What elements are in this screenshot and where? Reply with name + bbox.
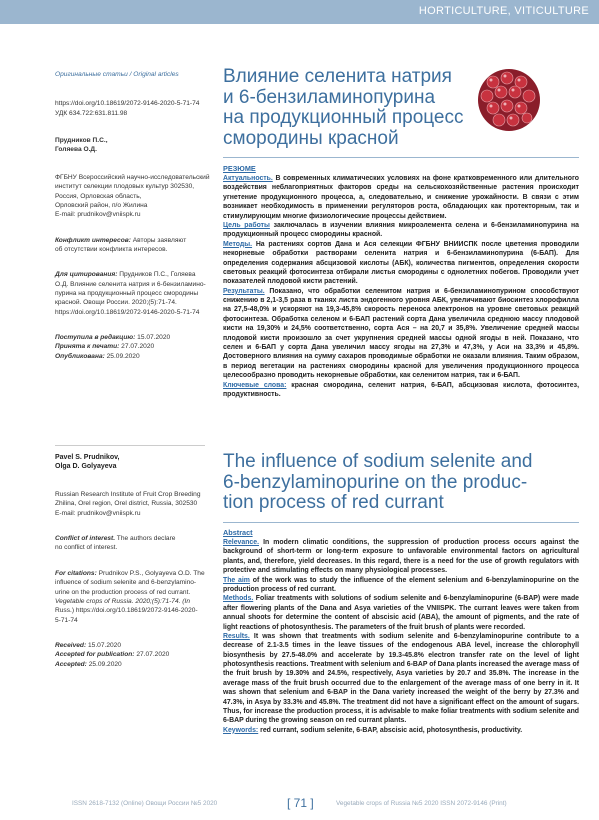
aim-text: of the work was to study the influence of the element selenium and 6-benzylaminopurine on the production process of red currant. [223,576,579,593]
methods-label: Методы. [223,240,253,248]
results-text: Показано, что обработки селенитом натрия и 6-бензиламинопурином способствуют снижению в 2,1-3,5 раза в тканях листа эндогенного уровня АБК, увеличивают биосинтез хлорофилла на 27,5-48,0% и ускоряют на 19,3-45,8% скорость переноса электронов на уровне световых реакций фотосинтеза. Обработка селеном и 6-БАП растений сорта Дана увеличила среднюю массу плодовой кисти на 19,30% и 24,5% соответственно, сорта Ася – на 20,7 и 35,8%. Увеличение средней массы плодовой кисти произошло за счет укрупнения средней массы одной ягоды в ней. Показано, что селен и 6-БАП у сорта Дана увеличил массу ягоды на 27,3% и 47,3%, у Аси на 33,3% и 45,8%. Достоверного влияния на сумму сахаров проводимые обработки не оказали влияния. Таким образом, в период вегетации на растениях смородины красной для увеличения продукционного процесса целесообразно проводить некорневые обработки, как селенитом натрия, так и 6-БАП. [223,287,579,380]
section-tag: HORTICULTURE, VITICULTURE [418,5,589,17]
citation-line: Prudnikov P.S., Golyayeva O.D. The [96,569,205,577]
received-date: 15.07.2020 [86,641,121,649]
published-label: Опубликована: [55,352,105,360]
title-divider [223,157,579,158]
affiliation-line: институт селекции плодовых культур 302530, [55,183,195,191]
aim-label: Цель работы [223,221,270,229]
title-line: Влияние селенита натрия [223,66,452,87]
author-name: Pavel S. Prudnikov, [55,454,120,461]
abstract-methods [223,240,579,287]
page-number: [ 71 ] [287,796,314,810]
citation-line: 5-71-74 [55,616,78,624]
citation-label: For citations: [55,569,97,577]
citation-doi-link[interactable]: https://doi.org/10.18619/2072-9146-2020-5-71-74 [55,308,200,316]
methods-text: Foliar treatments with solutions of sodium selenite and 6-benzylaminopurine (6-BAP) were made after flowering plants of the Dana and Asya varieties of the VNIISPK. The currant leaves were taken from annual shoots for determine the content of abscisic acid (ABA), the amount of pigments, and the rate of light reactions of photosynthesis. The parameters of the fruit brush of plants were recorded. [223,595,579,631]
abstract-heading: Abstract [223,528,253,537]
abstract-results [223,632,579,726]
abstract-methods [223,594,579,632]
aim-label: The aim [223,576,250,584]
accepted-date: 27.07.2020 [134,651,170,659]
title-divider [223,522,579,523]
relevance-label: Relevance. [223,539,260,546]
abstract-en [223,528,579,735]
title-line: и 6-бензиламинопурина [223,86,436,108]
citation-line: Прудников П.С., Голяева [117,271,196,279]
received-label: Поступила в редакцию: [55,334,136,342]
citation-line: красной. Овощи России. 2020;(5):71-74. [55,299,177,307]
title-line: The influence of sodium selenite and [223,451,533,472]
conflict-label: Конфликт интересов: [55,236,131,244]
aim-text: заключалась в изучении влияния микроэлемента селена и 6-бензиламинопурина на продукционный процесс смородины красной. [223,221,579,239]
title-line: tion process of red currant [223,492,444,514]
author-name: Olga D. Golyayeva [55,463,117,471]
email-link[interactable]: E-mail: prudnikov@vniispk.ru [55,509,141,517]
methods-label: Methods. [223,595,254,603]
abstract-relevance [223,538,579,576]
udc: УДК 634.722:631.811.98 [55,109,128,117]
received-label: Received: [55,641,87,649]
citation-line: influence of sodium selenite and 6-benzylamino- [55,579,197,587]
citation-line: Vegetable crops of Russia. 2020;(5):71-74. (In [55,597,191,605]
authors-en [55,453,210,472]
citation-line: О.Д. Влияние селенита натрия и 6-бензиламино- [55,280,206,288]
abstract-relevance [223,174,579,221]
keywords-label: Keywords: [223,726,259,734]
conflict-text: об отсутствии конфликта интересов. [55,245,168,253]
abstract-ru [223,164,579,399]
authors: Прудников П.С., [55,137,108,145]
affiliation-line: Орловский район, п/о Жилина [55,201,148,209]
citation-line: пурина на продукционный процесс смородины [55,290,199,298]
sidebar-en [55,490,210,669]
doi-link[interactable]: https://doi.org/10.18619/2072-9146-2020-5-71-74 [55,100,200,108]
keywords-label: Ключевые слова: [223,381,287,389]
published-date: 25.09.2020 [104,352,140,360]
abstract-aim [223,576,579,595]
results-text: It was shown that treatments with sodium selenite and 6-benzylaminopurine contribute to a decrease of 2.1-3.5 times in the leave tissues of the endogenous ABA level, increase the chlorophyll biosynthesis by 27.5-48.0% and accelerate by 19.3-45.8% electron transfer rate on the level of light photosynthesis reactions. Treatment with selenium and 6-BAP of Dana plants increased the average mass of the fruit brush by 19.30% and 24.5%, respectively, Asya varieties by 20.7 and 35.8%. The increase in the average mass of the fruit brush occurred due to the enlargement of the average mass of one berry in it. It was shown that selenium and 6-BAP in the Dana variety increased the weight of the berry by 27.3% and 47.3%, in Asya by 33.3% and 45.8%. The treatment did not have a significant effect on the amount of sugars. Thus, for increase the production process, it is advisable to make foliar treatments with sodium selenite and 6-BAP during the growing season on red currant plants. [223,632,579,725]
title-en [223,452,563,514]
affiliation-line: Zhilina, Orel region, Orel district, Russia, 302530 [55,500,198,508]
keywords-text: красная смородина, селенит натрия, 6-БАП, абсцизовая кислота, фотосинтез, продуктивность. [223,381,579,398]
keywords-text: red currant, sodium selenite, 6-BAP, abscisic acid, photosynthesis, productivity. [258,726,523,734]
received-date: 15.07.2020 [135,334,171,342]
results-label: Results. [223,632,250,640]
accepted-label: Принята к печати: [55,343,120,351]
footer-issn-print: Vegetable crops of Russia №5 2020 ISSN 2072-9146 (Print) [336,800,507,807]
footer-issn-online: ISSN 2618-7132 (Online) Овощи России №5 2020 [72,800,218,807]
abstract-keywords [223,381,579,400]
title-line: на продукционный процесс [223,107,464,129]
article-type: Оригинальные статьи / Original articles [55,71,179,78]
affiliation-line: Россия, Орловская область, [55,192,142,200]
accepted-date: 27.07.2020 [119,343,155,351]
citation-doi-link[interactable]: Russ.) https://doi.org/10.18619/2072-9146-2020- [55,607,198,615]
email-link[interactable]: E-mail: prudnikov@vniispk.ru [55,211,141,219]
title-line: 6-benzylaminopurine on the produc- [223,471,528,493]
abstract-heading: РЕЗЮМЕ [223,164,256,173]
sidebar-ru [55,70,210,361]
relevance-text: В современных климатических условиях на фоне кратковременного или длительного воздействия неблагоприятных факторов среды на сельскохозяйственные растения происходит угнетение продукционного процесса, а, следовательно, и снижение урожайности. В связи с этим возникает необходимость в применении регуляторов роста, обладающих как протекторным, так и стимулирующим многие физиологические процессы действием. [223,175,579,220]
conflict-text: The authors declare [115,535,176,543]
title-ru [223,67,483,149]
published-date: 25.09.2020 [86,660,122,668]
abstract-aim [223,221,579,240]
abstract-results [223,287,579,381]
conflict-text: no conflict of interest. [55,544,118,552]
accepted-label: Accepted for publication: [55,651,135,659]
published-label: Accepted: [55,660,87,668]
footer [0,796,599,814]
affiliation-line: Russian Research Institute of Fruit Crop Breeding [55,491,201,498]
title-line: смородины красной [223,127,399,149]
relevance-text: In modern climatic conditions, the suppression of production process occurs against the background of short-term or long-term exposure to unfavorable environmental factors on agricultural plants, and, therefore, yield decreases. In this regard, there is a need for the use of growth regulators with protective and stimulating effects on many physiological processes. [223,539,579,575]
conflict-label: Conflict of interest. [55,535,116,543]
red-currant-image [477,68,541,132]
conflict-text: Авторы заявляют [130,236,187,244]
citation-line: urine on the production process of red currant. [55,588,191,596]
relevance-label: Актуальность. [223,175,273,182]
methods-text: На растениях сортов Дана и Ася селекции ФГБНУ ВНИИСПК после цветения проводили некорневые обработки растворами селенита натрия и 6-бензиламинопурина (6-БАП). Для определения содержания абсцизовой кислоты (АБК), количества пигментов, определения скорости световых реакций фотосинтеза отбирали листья смородины с однолетних побегов. Проводили учет показателей плодовой кисти растений. [223,240,579,286]
citation-label: Для цитирования: [55,271,118,279]
affiliation-line: ФГБНУ Всероссийский научно-исследовательский [55,173,210,181]
authors: Голяева О.Д. [55,146,97,154]
sidebar-divider [55,445,205,446]
results-label: Результаты. [223,287,265,295]
abstract-keywords [223,726,579,735]
